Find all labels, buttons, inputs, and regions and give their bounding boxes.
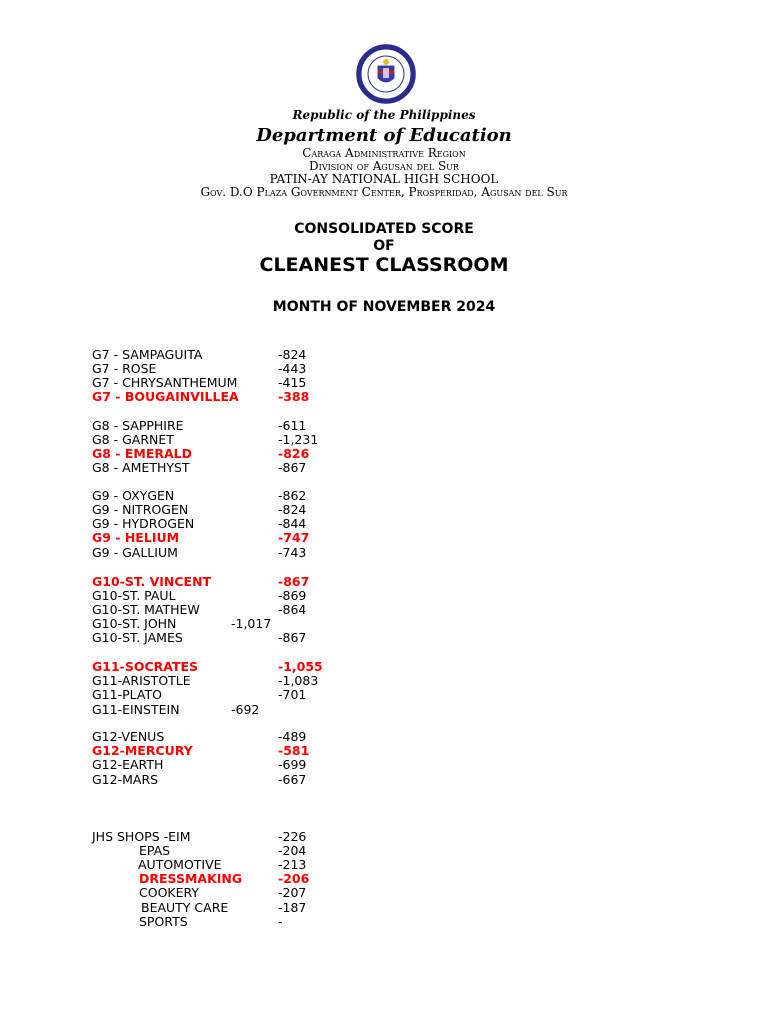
classroom-name: G11-ARISTOTLE	[92, 673, 191, 688]
classroom-score: -388	[278, 389, 310, 404]
classroom-name: JHS SHOPS -EIM	[92, 829, 191, 844]
classroom-name: G9 - NITROGEN	[92, 502, 189, 517]
school-name: PATIN-AY NATIONAL HIGH SCHOOL	[269, 172, 499, 186]
classroom-score: -206	[278, 871, 310, 886]
classroom-score: -443	[278, 361, 307, 376]
classroom-score: -692	[231, 702, 260, 717]
classroom-name: EPAS	[139, 843, 171, 858]
classroom-name: G10-ST. JAMES	[92, 630, 183, 645]
classroom-score: -867	[278, 460, 307, 475]
classroom-name: G8 - AMETHYST	[92, 460, 190, 475]
classroom-name: G11-SOCRATES	[92, 659, 199, 674]
division-name: Division of Agusan del Sur	[309, 159, 459, 173]
classroom-score: -581	[278, 743, 310, 758]
region-name: Caraga Administrative Region	[302, 146, 466, 160]
classroom-name: G9 - HELIUM	[92, 530, 180, 545]
classroom-name: BEAUTY CARE	[141, 900, 229, 915]
title-line-2: OF	[373, 238, 395, 254]
month-label: MONTH OF NOVEMBER 2024	[272, 299, 496, 315]
classroom-name: G8 - GARNET	[92, 432, 174, 447]
classroom-name: G7 - ROSE	[92, 361, 157, 376]
classroom-name: G8 - EMERALD	[92, 446, 193, 461]
classroom-score: -864	[278, 602, 307, 617]
classroom-score: -824	[278, 502, 307, 517]
classroom-score: -699	[278, 757, 307, 772]
republic-line: Republic of the Philippines	[292, 108, 476, 122]
classroom-name: DRESSMAKING	[139, 871, 243, 886]
classroom-name: COOKERY	[139, 885, 200, 900]
classroom-score: -869	[278, 588, 307, 603]
classroom-score: -862	[278, 488, 307, 503]
classroom-score: -1,017	[231, 616, 272, 631]
classroom-name: G7 - CHRYSANTHEMUM	[92, 375, 238, 390]
classroom-score: -743	[278, 545, 307, 560]
classroom-score: -611	[278, 418, 307, 433]
title-line-1: CONSOLIDATED SCORE	[294, 221, 474, 237]
school-address: Gov. D.O Plaza Government Center, Prosperidad, Agusan del Sur	[200, 185, 568, 199]
classroom-score: -415	[278, 375, 307, 390]
document-title: CLEANEST CLASSROOM	[259, 254, 509, 276]
classroom-name: G10-ST. MATHEW	[92, 602, 200, 617]
classroom-score: -867	[278, 630, 307, 645]
classroom-score: -207	[278, 885, 307, 900]
classroom-score: -489	[278, 729, 307, 744]
classroom-score: -226	[278, 829, 307, 844]
classroom-name: G12-MERCURY	[92, 743, 193, 758]
classroom-score: -1,231	[278, 432, 319, 447]
classroom-name: G8 - SAPPHIRE	[92, 418, 184, 433]
classroom-name: G12-VENUS	[92, 729, 165, 744]
classroom-name: G7 - SAMPAGUITA	[92, 347, 203, 362]
classroom-name: G12-EARTH	[92, 757, 164, 772]
classroom-name: G9 - GALLIUM	[92, 545, 178, 560]
classroom-name: G10-ST. PAUL	[92, 588, 176, 603]
classroom-name: G7 - BOUGAINVILLEA	[92, 389, 239, 404]
classroom-name: G11-EINSTEIN	[92, 702, 180, 717]
classroom-score: -824	[278, 347, 307, 362]
classroom-score: -844	[278, 516, 307, 531]
classroom-name: G9 - HYDROGEN	[92, 516, 195, 531]
classroom-score: -213	[278, 857, 307, 872]
classroom-score: -1,083	[278, 673, 319, 688]
classroom-score: -867	[278, 574, 310, 589]
classroom-score: -187	[278, 900, 307, 915]
classroom-name: G11-PLATO	[92, 687, 162, 702]
department-name: Department of Education	[256, 125, 512, 146]
classroom-score: -667	[278, 772, 307, 787]
classroom-score: -701	[278, 687, 307, 702]
classroom-name: G9 - OXYGEN	[92, 488, 175, 503]
classroom-name: G12-MARS	[92, 772, 159, 787]
classroom-name: G10-ST. JOHN	[92, 616, 177, 631]
classroom-name: SPORTS	[139, 914, 188, 929]
classroom-score: -747	[278, 530, 310, 545]
classroom-score: -	[278, 914, 283, 929]
classroom-score: -204	[278, 843, 307, 858]
classroom-score: -826	[278, 446, 310, 461]
classroom-score: -1,055	[278, 659, 323, 674]
classroom-name: G10-ST. VINCENT	[92, 574, 212, 589]
classroom-name: AUTOMOTIVE	[138, 857, 222, 872]
